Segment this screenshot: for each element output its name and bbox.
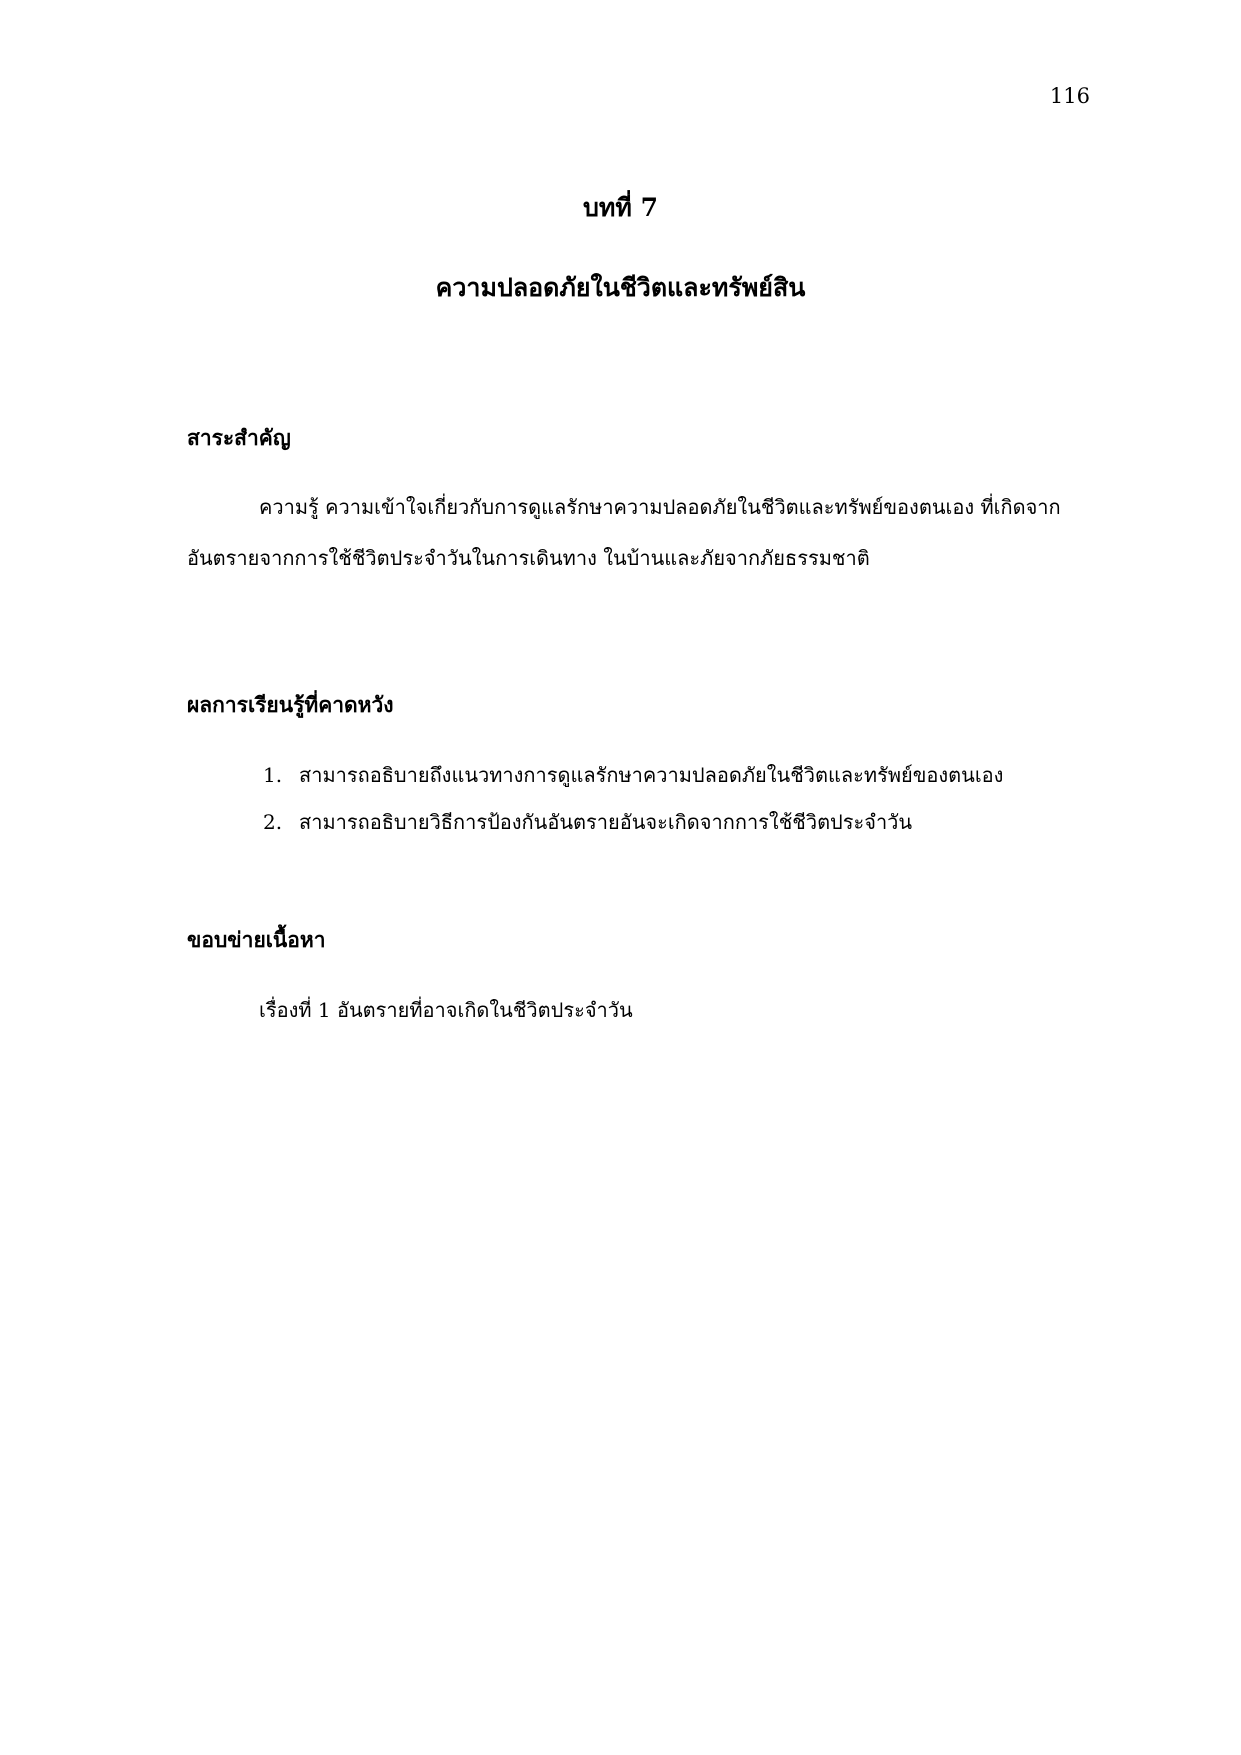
- outcome-item-2-number: 2.: [263, 810, 283, 834]
- scope-heading: ขอบข่ายเนื้อหา: [187, 927, 326, 952]
- chapter-subtitle: ความปลอดภัยในชีวิตและทรัพย์สิน: [435, 273, 806, 302]
- outcome-item-1-text: สามารถอธิบายถึงแนวทางการดูแลรักษาความปลอดภัยในชีวิตและทรัพย์ของตนเอง: [299, 763, 1004, 787]
- summary-line-1: ความรู้ ความเข้าใจเกี่ยวกับการดูแลรักษาความปลอดภัยในชีวิตและทรัพย์ของตนเอง ที่เกิดจาก: [259, 495, 1061, 519]
- scope-item-1: เรื่องที่ 1 อันตรายที่อาจเกิดในชีวิตประจำวัน: [259, 998, 633, 1022]
- page-number: 116: [1049, 84, 1090, 108]
- outcomes-heading: ผลการเรียนรู้ที่คาดหวัง: [187, 692, 394, 717]
- summary-heading: สาระสำคัญ: [187, 425, 291, 450]
- summary-line-2: อันตรายจากการใช้ชีวิตประจำวันในการเดินทาง ในบ้านและภัยจากภัยธรรมชาติ: [187, 546, 870, 570]
- chapter-title: บทที่ 7: [583, 193, 658, 222]
- outcome-item-1-number: 1.: [263, 763, 283, 787]
- outcome-item-2: [263, 806, 912, 838]
- outcome-item-2-text: สามารถอธิบายวิธีการป้องกันอันตรายอันจะเกิดจากการใช้ชีวิตประจำวัน: [299, 810, 913, 834]
- outcome-item-1: [263, 759, 1003, 791]
